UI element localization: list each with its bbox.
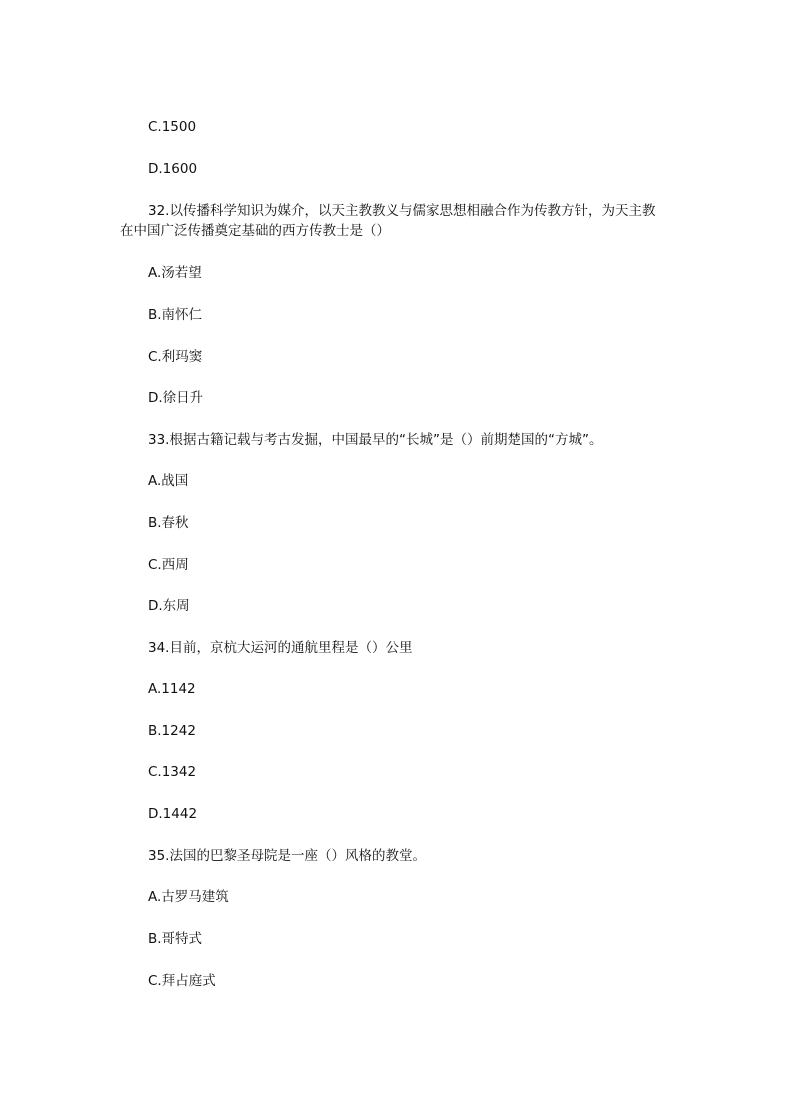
- q33-option-d: D.东周: [148, 598, 190, 614]
- q35-option-b: B.哥特式: [148, 931, 203, 947]
- q34-option-d: D.1442: [148, 806, 198, 822]
- q35-option-a: A.古罗马建筑: [148, 889, 229, 905]
- q33-option-c: C.西周: [148, 557, 189, 573]
- q34-option-a: A.1142: [148, 681, 196, 697]
- q33-option-a: A.战国: [148, 473, 189, 489]
- q33-option-b: B.春秋: [148, 515, 189, 531]
- q32-option-c: C.利玛窦: [148, 349, 203, 365]
- q34-option-b: B.1242: [148, 723, 196, 739]
- q31-option-d: D.1600: [148, 161, 198, 177]
- q33-stem: 33.根据古籍记载与考古发掘，中国最早的“长城”是（）前期楚国的“方城”。: [148, 432, 603, 448]
- q34-stem: 34.目前，京杭大运河的通航里程是（）公里: [148, 640, 413, 656]
- q34-option-c: C.1342: [148, 764, 197, 780]
- q31-option-c: C.1500: [148, 119, 197, 135]
- q32-option-a: A.汤若望: [148, 265, 202, 281]
- q32-stem-line1: 32.以传播科学知识为媒介，以天主教教义与儒家思想相融合作为传教方针，为天主教: [148, 203, 656, 219]
- q35-option-c: C.拜占庭式: [148, 973, 216, 989]
- q32-option-d: D.徐日升: [148, 390, 204, 406]
- q32-stem-line2: 在中国广泛传播奠定基础的西方传教士是（）: [120, 223, 390, 239]
- q32-option-b: B.南怀仁: [148, 307, 203, 323]
- q35-stem: 35.法国的巴黎圣母院是一座（）风格的教堂。: [148, 848, 426, 864]
